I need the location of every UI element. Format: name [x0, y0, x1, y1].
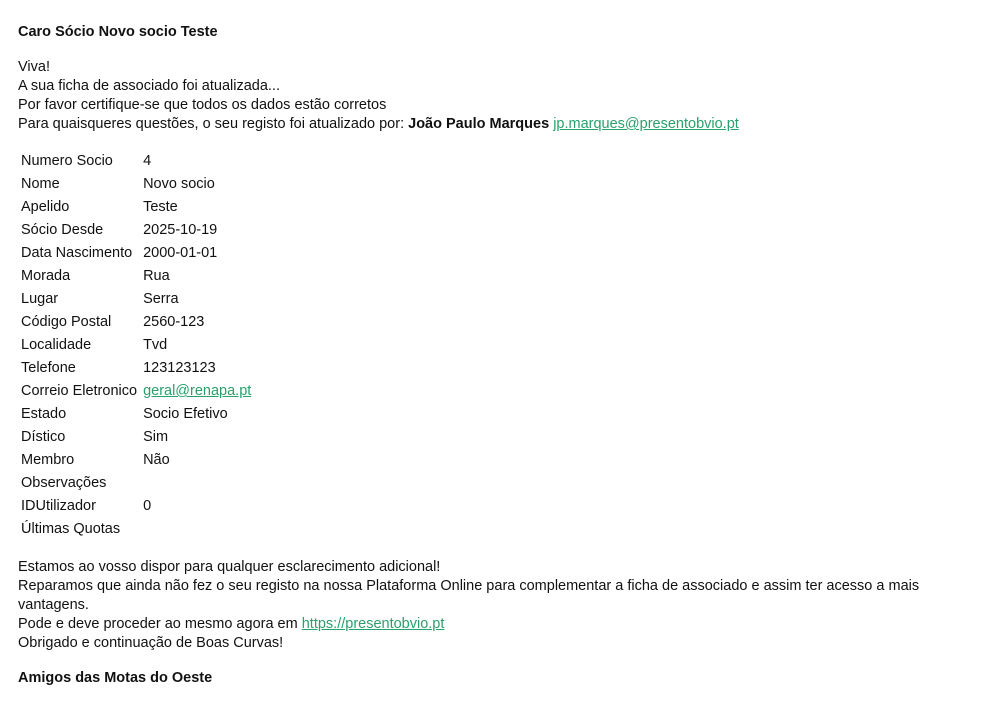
field-value: 0	[143, 498, 152, 514]
field-row	[18, 311, 254, 334]
field-label: Código Postal	[21, 314, 112, 330]
field-label: Localidade	[21, 337, 92, 353]
field-value: 4	[143, 153, 152, 169]
updated-by-name: João Paulo Marques	[408, 116, 550, 132]
field-label: Data Nascimento	[21, 245, 133, 261]
field-label: Correio Eletronico	[21, 383, 138, 399]
intro-line-4	[18, 115, 971, 134]
field-value: Sim	[143, 429, 169, 445]
intro-line-2: A sua ficha de associado foi atualizada...	[18, 78, 280, 94]
field-row	[18, 288, 254, 311]
outro-line-3	[18, 615, 971, 634]
field-row	[18, 196, 254, 219]
field-value: Rua	[143, 268, 170, 284]
field-value	[140, 518, 254, 541]
field-label: Lugar	[21, 291, 59, 307]
field-label: Telefone	[21, 360, 76, 376]
field-label: Observações	[21, 475, 107, 491]
field-value: 123123123	[143, 360, 216, 376]
field-label: Dístico	[21, 429, 66, 445]
field-row	[18, 357, 254, 380]
outro-section	[18, 558, 971, 653]
platform-prefix: Pode e deve proceder ao mesmo agora em	[18, 616, 302, 632]
field-row	[18, 219, 254, 242]
intro-line-3: Por favor certifique-se que todos os dados estão corretos	[18, 97, 387, 113]
signature: Amigos das Motas do Oeste	[18, 670, 213, 686]
outro-line-4: Obrigado e continuação de Boas Curvas!	[18, 635, 284, 651]
field-row	[18, 426, 254, 449]
intro-section	[18, 58, 971, 134]
field-value: Teste	[143, 199, 178, 215]
field-label: Apelido	[21, 199, 70, 215]
field-row	[18, 380, 254, 403]
field-value: Tvd	[143, 337, 168, 353]
field-value: Serra	[143, 291, 179, 307]
field-value: Não	[143, 452, 170, 468]
field-label: Sócio Desde	[21, 222, 104, 238]
field-value	[140, 472, 254, 495]
field-label: Numero Socio	[21, 153, 113, 169]
field-value	[140, 380, 254, 403]
field-label: Membro	[21, 452, 75, 468]
updated-by-prefix: Para quaisqueres questões, o seu registo foi atualizado por:	[18, 116, 409, 132]
field-row	[18, 242, 254, 265]
field-label: Últimas Quotas	[21, 521, 121, 537]
field-value: Novo socio	[143, 176, 215, 192]
intro-line-1: Viva!	[18, 59, 50, 75]
field-value: 2000-01-01	[143, 245, 218, 261]
field-row	[18, 495, 254, 518]
email-value-link[interactable]: geral@renapa.pt	[143, 383, 252, 399]
field-value: 2560-123	[143, 314, 205, 330]
field-row	[18, 472, 254, 495]
outro-line-2: Reparamos que ainda não fez o seu registo na nossa Plataforma Online para complementar a ficha de associado e assim ter acesso a mais vantagens.	[18, 578, 920, 613]
field-label: IDUtilizador	[21, 498, 96, 514]
field-label: Morada	[21, 268, 71, 284]
field-row	[18, 150, 254, 173]
field-row	[18, 403, 254, 426]
updated-by-email-link[interactable]: jp.marques@presentobvio.pt	[553, 116, 739, 132]
field-row	[18, 449, 254, 472]
field-row	[18, 334, 254, 357]
field-value: Socio Efetivo	[143, 406, 228, 422]
field-row	[18, 518, 254, 541]
field-row	[18, 173, 254, 196]
outro-line-1: Estamos ao vosso dispor para qualquer esclarecimento adicional!	[18, 559, 441, 575]
field-value: 2025-10-19	[143, 222, 218, 238]
field-label: Nome	[21, 176, 60, 192]
member-fields-table	[18, 150, 254, 541]
field-row	[18, 265, 254, 288]
platform-link[interactable]: https://presentobvio.pt	[301, 616, 445, 632]
field-label: Estado	[21, 406, 67, 422]
greeting-heading: Caro Sócio Novo socio Teste	[18, 24, 218, 40]
